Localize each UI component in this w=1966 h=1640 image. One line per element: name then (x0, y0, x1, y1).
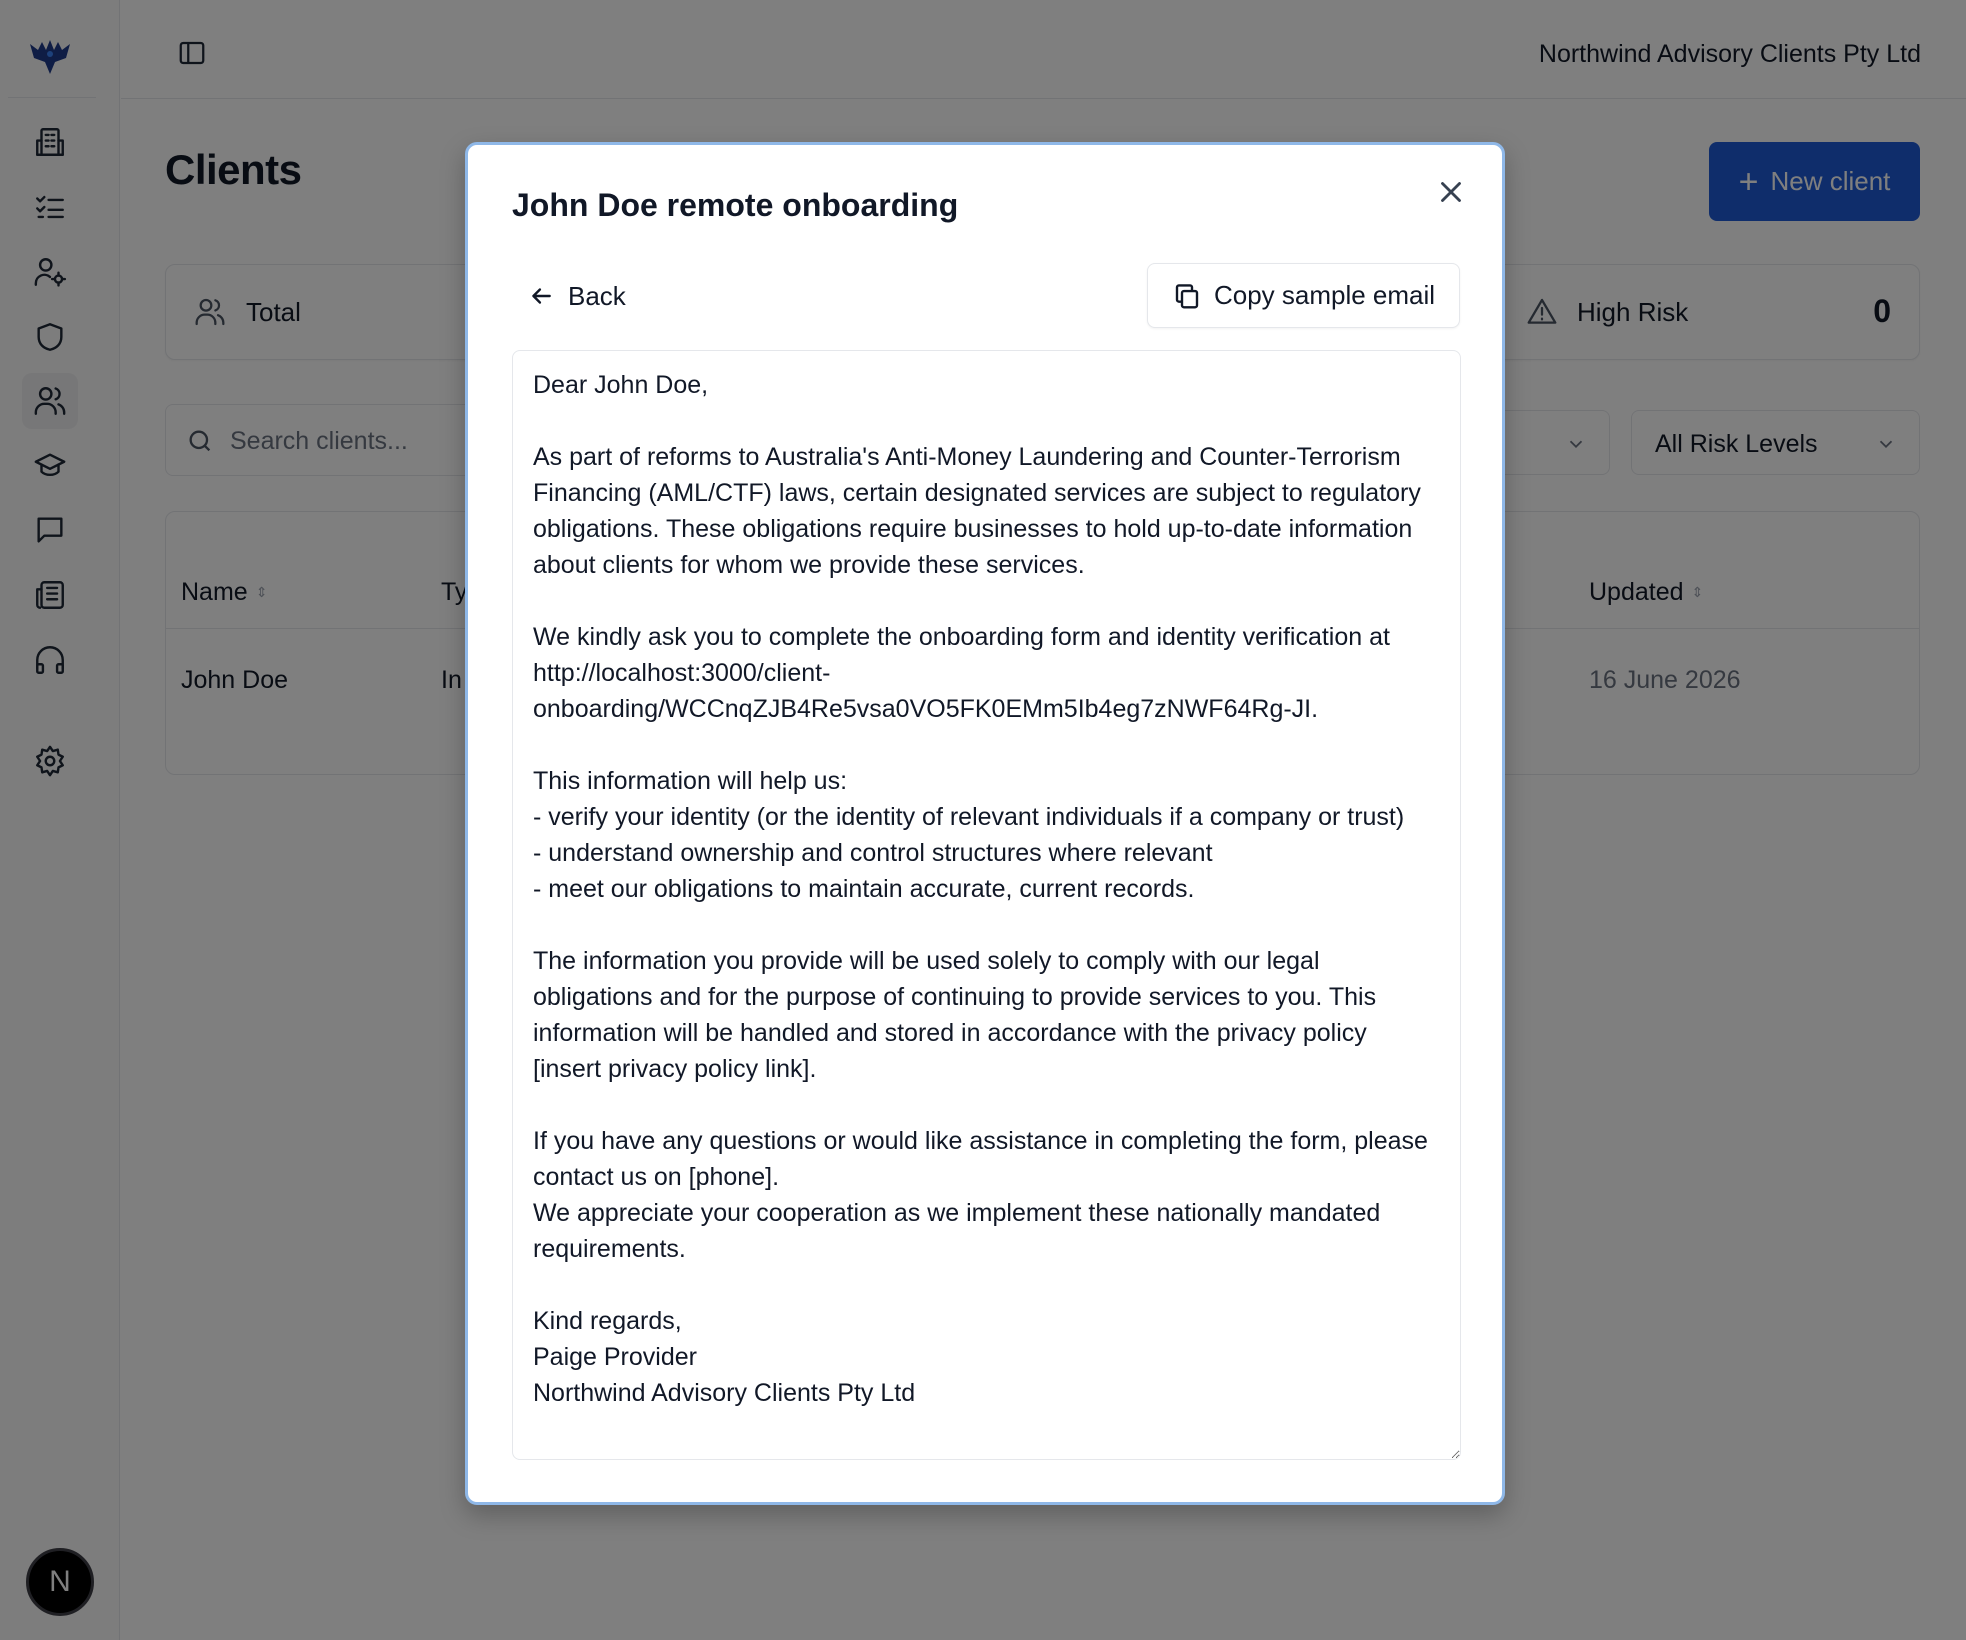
back-button[interactable] (528, 276, 626, 316)
copy-icon (1172, 281, 1202, 311)
copy-sample-email-label: Copy sample email (1213, 280, 1436, 310)
email-body-textarea[interactable] (512, 350, 1461, 1460)
copy-sample-email-button[interactable] (1147, 263, 1460, 328)
dialog-title: John Doe remote onboarding (512, 187, 959, 223)
onboarding-dialog (465, 142, 1505, 1505)
arrow-left-icon (528, 283, 554, 309)
close-icon[interactable] (1434, 175, 1468, 209)
back-label: Back (568, 280, 626, 311)
